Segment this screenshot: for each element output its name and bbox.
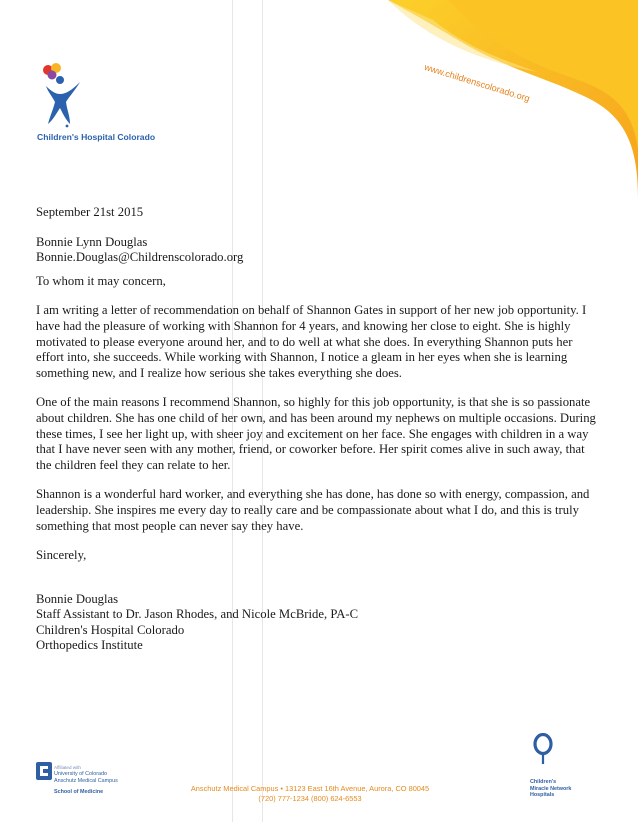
phone-line: (720) 777-1234 (800) 624-6553 bbox=[258, 794, 362, 803]
organization-name: Children's Hospital Colorado bbox=[37, 132, 156, 142]
affiliation-block bbox=[54, 764, 118, 796]
sender-email: Bonnie.Douglas@Childrenscolorado.org bbox=[36, 250, 244, 265]
network-line: Hospitals bbox=[530, 792, 555, 799]
affiliation-university: University of Colorado bbox=[54, 771, 108, 777]
signature-name: Bonnie Douglas bbox=[36, 591, 119, 606]
childrens-hospital-logo-icon bbox=[36, 62, 86, 130]
affiliation-campus: Anschutz Medical Campus bbox=[54, 778, 118, 784]
footer-address bbox=[160, 784, 460, 804]
affiliation-school: School of Medicine bbox=[54, 789, 104, 795]
paragraph: Shannon is a wonderful hard worker, and everything she has done, has done so with energy, compassion, and leadership. She inspires me every day to really care and be compassionate about what I do, and this is truly something that most people can never say they have. bbox=[36, 487, 590, 533]
salutation: To whom it may concern, bbox=[36, 273, 166, 288]
letter-body bbox=[36, 205, 596, 654]
signature-organization: Children's Hospital Colorado bbox=[36, 622, 185, 637]
balloon-logo-icon bbox=[533, 733, 553, 767]
address-line: Anschutz Medical Campus • 13123 East 16th Avenue, Aurora, CO 80045 bbox=[190, 784, 430, 793]
network-name bbox=[530, 779, 571, 799]
sun-corner-art-icon bbox=[388, 0, 638, 200]
paragraph: I am writing a letter of recommendation on behalf of Shannon Gates in support of her new job opportunity. I have had the pleasure of working with Shannon for 4 years, and knowing her close to eight. She is highly motivated to please everyone around her, and to do well at what she does. In everything Shannon puts her effort into, she succeeds. While working with Shannon, I notice a gleam in her eyes when she is learning something new, and I realize how serious she takes everything she does. bbox=[36, 303, 587, 380]
letter-date: September 21st 2015 bbox=[36, 205, 144, 219]
signature-department: Orthopedics Institute bbox=[36, 638, 143, 653]
paragraph: One of the main reasons I recommend Shannon, so highly for this job opportunity, is that she is so passionate about children. She has one child of her own, and has been around my nephews on multiple occasions. During these times, I see her light up, with sheer joy and excitement on her face. She engages with children in a way that I have never seen with any mother, friend, or coworker before. Her spirit comes alive in such away, that the children feel they can relate to her. bbox=[36, 395, 596, 472]
closing: Sincerely, bbox=[36, 548, 87, 563]
website-url: www.childrenscolorado.org bbox=[423, 62, 531, 104]
affiliation-label: Affiliated with bbox=[54, 765, 81, 770]
cu-logo-icon bbox=[36, 762, 52, 780]
network-line: Miracle Network bbox=[530, 785, 572, 792]
signature-title: Staff Assistant to Dr. Jason Rhodes, and Nicole McBride, PA-C bbox=[36, 607, 359, 622]
network-line: Children's bbox=[530, 779, 557, 785]
sender-name: Bonnie Lynn Douglas bbox=[36, 234, 148, 249]
